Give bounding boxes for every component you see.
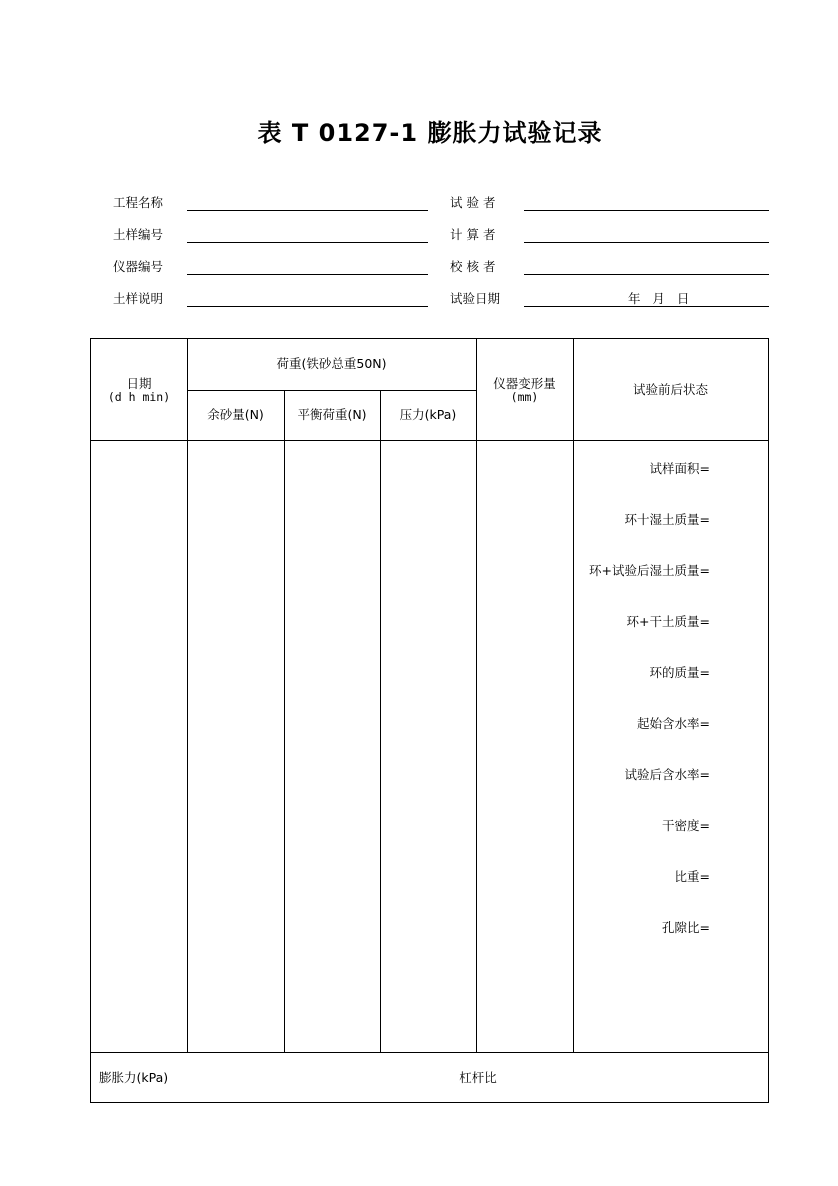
header-deformation-unit: (mm) (510, 390, 539, 404)
field-label-project-name: 工程名称 (113, 195, 164, 210)
row-divider (187, 390, 476, 391)
field-line-calculator[interactable] (524, 242, 769, 243)
header-balance-load: 平衡荷重(N) (297, 407, 367, 422)
header-date-unit: (d h min) (107, 390, 171, 404)
field-value-test-date: 年 月 日 (628, 291, 690, 306)
footer-lever-ratio: 杠杆比 (459, 1070, 497, 1085)
field-line-instrument-id[interactable] (187, 274, 428, 275)
col-divider (187, 339, 188, 1052)
col-divider (573, 339, 574, 1052)
header-date: 日期 (126, 376, 152, 391)
field-label-calculator: 计 算 者 (450, 227, 496, 242)
state-dry-density: 干密度= (662, 818, 710, 833)
state-ring-wet-soil-mass: 环十湿土质量= (624, 512, 710, 527)
field-label-sample-id: 土样编号 (113, 227, 164, 242)
row-divider (91, 440, 768, 441)
header-deformation: 仪器变形量 (493, 376, 556, 391)
header-remaining-sand: 余砂量(N) (207, 407, 264, 422)
col-divider (476, 339, 477, 1052)
row-divider (91, 1052, 768, 1053)
field-line-sample-id[interactable] (187, 242, 428, 243)
field-line-project-name[interactable] (187, 210, 428, 211)
state-post-test-moisture: 试验后含水率= (624, 767, 710, 782)
field-label-tester: 试 验 者 (450, 195, 496, 210)
field-label-sample-desc: 土样说明 (113, 291, 164, 306)
field-label-instrument-id: 仪器编号 (113, 259, 164, 274)
state-ring-mass: 环的质量= (649, 665, 710, 680)
field-line-checker[interactable] (524, 274, 769, 275)
state-ring-post-test-wet-mass: 环+试验后湿土质量= (589, 563, 710, 578)
field-label-checker: 校 核 者 (450, 259, 496, 274)
state-ring-dry-soil-mass: 环+干土质量= (626, 614, 710, 629)
state-sample-area: 试样面积= (649, 461, 710, 476)
field-line-sample-desc[interactable] (187, 306, 428, 307)
page-title: 表 T 0127-1 膨胀力试验记录 (257, 119, 603, 147)
header-pressure: 压力(kPa) (399, 407, 457, 422)
footer-swell-pressure: 膨胀力(kPa) (99, 1070, 169, 1085)
header-load-group: 荷重(铁砂总重50N) (276, 356, 387, 371)
col-divider (380, 390, 381, 1052)
field-line-test-date[interactable] (524, 306, 769, 307)
record-table (90, 338, 769, 1103)
state-void-ratio: 孔隙比= (662, 920, 710, 935)
field-label-test-date: 试验日期 (450, 291, 501, 306)
state-initial-moisture: 起始含水率= (637, 716, 710, 731)
col-divider (284, 390, 285, 1052)
header-test-state: 试验前后状态 (632, 382, 708, 397)
field-line-tester[interactable] (524, 210, 769, 211)
state-specific-gravity: 比重= (674, 869, 710, 884)
